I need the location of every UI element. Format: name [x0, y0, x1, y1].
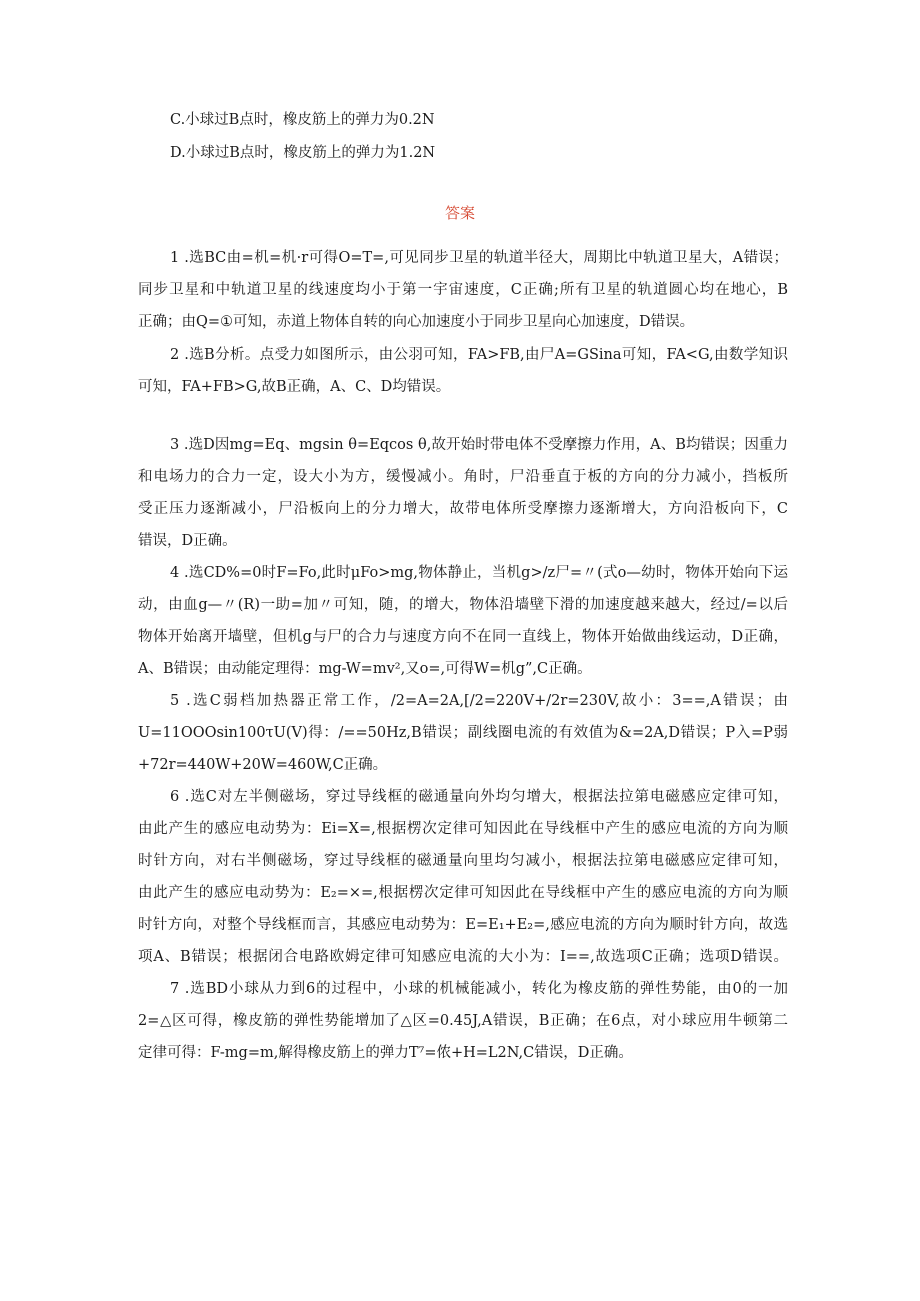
answer-4-line-4: A、B错误；由动能定理得：mg-W=mv²,又o=,可得W=机g”,C正确。	[138, 661, 592, 677]
answer-4-line-1: 4 .选CD%=0时F=Fo,此时μFo>mg,物体静止，当机g>/z尸=〃(式o—幼时，物体开始向下运	[170, 565, 788, 581]
answer-2-line-1: 2 .选B分析。点受力如图所示，由公羽可知，FA>FB,由尸A=GSina可知，FA<G,由数学知识	[170, 347, 788, 363]
answer-6-line-5: 时针方向，对整个导线框而言，其感应电动势为：E=E₁+E₂=,感应电流的方向为顺时针方向，故选	[138, 917, 788, 933]
answer-6-line-4: 由此产生的感应电动势为：E₂=×=,根据楞次定律可知因此在导线框中产生的感应电流的方向为顺	[138, 885, 788, 901]
answer-3-line-1: 3 .选D因mg=Eq、mgsin θ=Eqcos θ,故开始时带电体不受摩擦力作用，A、B均错误；因重力	[170, 437, 788, 453]
answer-6-line-3: 时针方向，对右半侧磁场，穿过导线框的磁通量向里均匀减小，根据法拉第电磁感应定律可知，	[138, 853, 788, 869]
answer-6-line-6: 项A、B错误；根据闭合电路欧姆定律可知感应电流的大小为：I==,故选项C正确；选项D错误。	[138, 949, 788, 965]
answer-6-line-2: 由此产生的感应电动势为：Ei=X=,根据楞次定律可知因此在导线框中产生的感应电流的方向为顺	[138, 821, 788, 837]
answer-4-line-2: 动，由血g—〃(R)一助=加〃可知，随，的增大，物体沿墙壁下滑的加速度越来越大，经过/=以后	[138, 597, 788, 613]
answer-5-line-2: U=11OOOsin100τU(V)得：/==50Hz,B错误；副线圈电流的有效值为&=2A,D错误；P入=P弱	[138, 725, 788, 741]
answer-heading: 答案	[444, 204, 475, 222]
answer-1-line-1: 1 .选BC由=机=机·r可得O=T=,可见同步卫星的轨道半径大，周期比中轨道卫星大，A错误；	[170, 250, 788, 266]
answer-7-line-2: 2=△区可得，橡皮筋的弹性势能增加了△区=0.45J,A错误，B正确；在6点，对小球应用牛顿第二	[138, 1013, 788, 1029]
option-d: D.小球过B点时，橡皮筋上的弹力为1.2N	[170, 145, 436, 161]
answer-1-line-2: 同步卫星和中轨道卫星的线速度均小于第一宇宙速度，C正确;所有卫星的轨道圆心均在地心，B	[138, 282, 788, 298]
option-c: C.小球过B点时，橡皮筋上的弹力为0.2N	[170, 112, 435, 128]
answer-5-line-3: +72r=440W+20W=460W,C正确。	[138, 757, 388, 773]
answer-4-line-3: 物体开始离开墙壁，但机g与尸的合力与速度方向不在同一直线上，物体开始做曲线运动，D正确，	[138, 629, 788, 645]
answer-2-line-2: 可知，FA+FB>G,故B正确，A、C、D均错误。	[138, 379, 451, 395]
answer-5-line-1: 5 .选C弱档加热器正常工作，/2=A=2A,[/2=220V+/2r=230V,故小：3==,A错误；由	[170, 693, 788, 709]
answer-7-line-1: 7 .选BD小球从力到6的过程中，小球的机械能减小，转化为橡皮筋的弹性势能，由0的一加	[170, 981, 788, 997]
answer-3-line-4: 错误，D正确。	[138, 533, 237, 549]
answer-6-line-1: 6 .选C对左半侧磁场，穿过导线框的磁通量向外均匀增大，根据法拉第电磁感应定律可知，	[170, 789, 788, 805]
answer-7-line-3: 定律可得：F-mg=m,解得橡皮筋上的弹力T⁷=侬+H=L2N,C错误，D正确。	[138, 1045, 633, 1061]
answer-3-line-2: 和电场力的合力一定，设大小为方，缓慢减小。角时，尸沿垂直于板的方向的分力减小，挡板所	[138, 469, 788, 485]
answer-1-line-3: 正确；由Q=①可知，赤道上物体自转的向心加速度小于同步卫星向心加速度，D错误。	[138, 314, 695, 330]
answer-3-line-3: 受正压力逐渐减小，尸沿板向上的分力增大，故带电体所受摩擦力逐渐增大，方向沿板向下，C	[138, 501, 788, 517]
